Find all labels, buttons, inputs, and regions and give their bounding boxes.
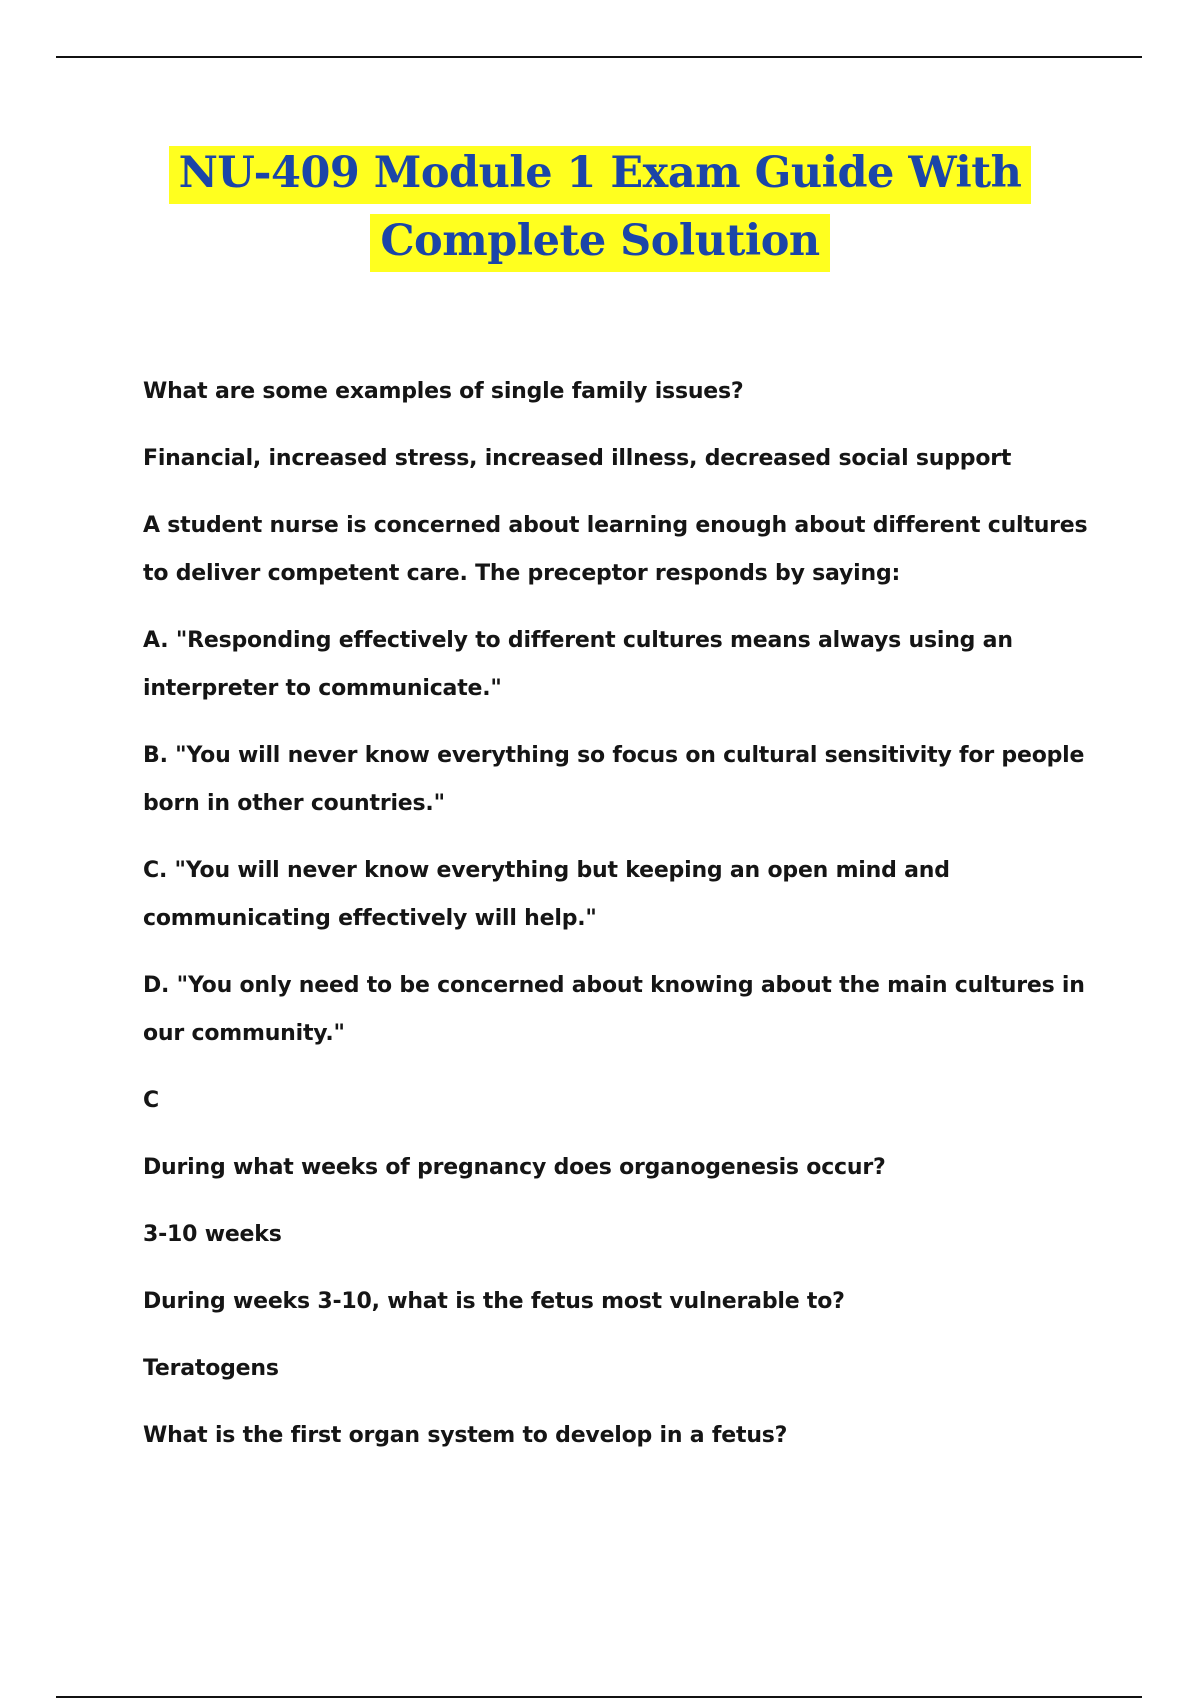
bottom-rule bbox=[56, 1696, 1142, 1698]
title-line-2: Complete Solution bbox=[370, 214, 829, 272]
question-cultural-competence: A student nurse is concerned about learning enough about different cultures to deliver competent care. The preceptor responds by saying: bbox=[143, 513, 1088, 586]
document-body bbox=[143, 368, 1103, 1479]
option-b: B. "You will never know everything so focus on cultural sensitivity for people born in other countries." bbox=[143, 743, 1085, 816]
question-first-organ-system: What is the first organ system to develop in a fetus? bbox=[143, 1423, 788, 1448]
option-a: A. "Responding effectively to different cultures means always using an interpreter to communicate." bbox=[143, 628, 1013, 701]
question-single-family-issues: What are some examples of single family issues? bbox=[143, 379, 744, 404]
title-line-1: NU-409 Module 1 Exam Guide With bbox=[169, 146, 1032, 204]
answer-fetal-vulnerability: Teratogens bbox=[143, 1356, 279, 1381]
question-fetal-vulnerability: During weeks 3-10, what is the fetus most vulnerable to? bbox=[143, 1289, 845, 1314]
option-d: D. "You only need to be concerned about knowing about the main cultures in our community." bbox=[143, 973, 1085, 1046]
option-c: C. "You will never know everything but keeping an open mind and communicating effectively will help." bbox=[143, 858, 950, 931]
question-organogenesis: During what weeks of pregnancy does organogenesis occur? bbox=[143, 1155, 886, 1180]
answer-single-family-issues: Financial, increased stress, increased illness, decreased social support bbox=[143, 446, 1012, 471]
document-title bbox=[0, 139, 1200, 275]
top-rule bbox=[56, 56, 1142, 58]
answer-cultural-competence: C bbox=[143, 1088, 159, 1113]
answer-organogenesis: 3-10 weeks bbox=[143, 1222, 282, 1247]
